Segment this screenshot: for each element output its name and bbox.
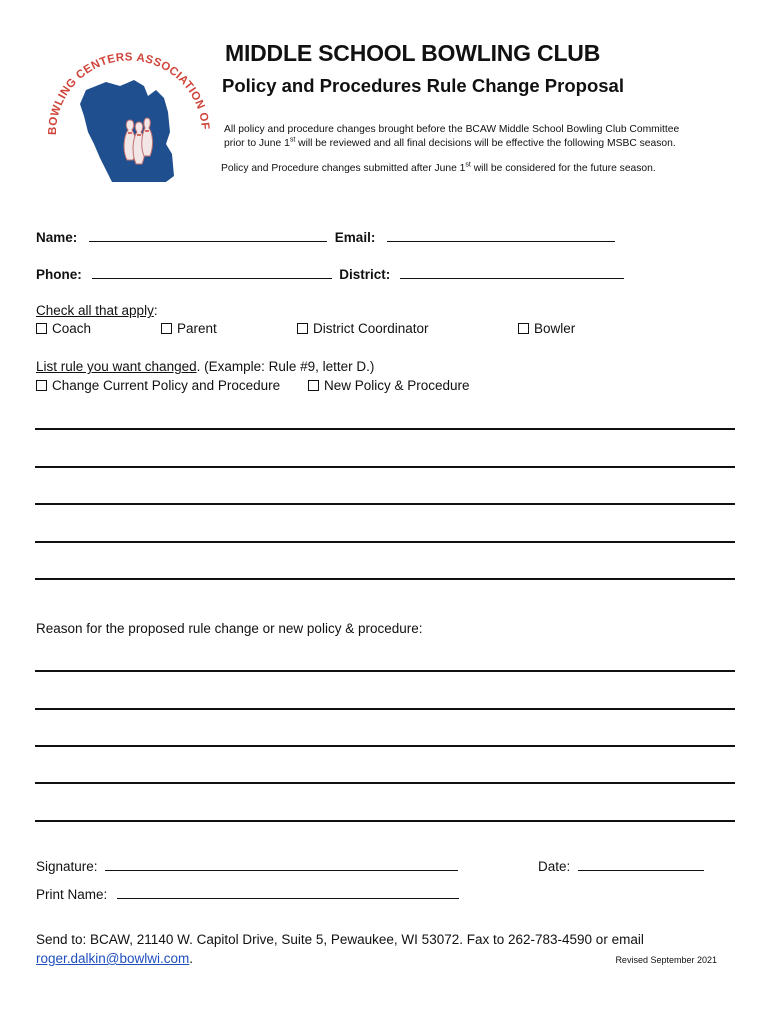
checkbox-icon[interactable] xyxy=(36,323,47,334)
district-label: District: xyxy=(339,267,391,282)
roles-prompt-suffix: : xyxy=(153,303,158,318)
intro-line-3-end: will be considered for the future season. xyxy=(470,163,656,174)
checkbox-icon[interactable] xyxy=(297,323,308,334)
checkbox-icon[interactable] xyxy=(518,323,529,334)
rule-change-prompt-suffix: . (Example: Rule #9, letter D.) xyxy=(196,359,375,374)
rule-line-1[interactable] xyxy=(35,428,735,430)
checkbox-icon[interactable] xyxy=(308,380,319,391)
roles-prompt-text: Check all that apply xyxy=(36,303,154,318)
email-label: Email: xyxy=(334,230,376,245)
date-label: Date: xyxy=(538,859,571,874)
role-parent[interactable] xyxy=(161,321,217,336)
reason-prompt: Reason for the proposed rule change or new policy & procedure: xyxy=(36,621,423,636)
option-change-current[interactable] xyxy=(36,378,280,393)
checkbox-icon[interactable] xyxy=(161,323,172,334)
print-name-row xyxy=(36,885,459,902)
role-parent-label: Parent xyxy=(177,321,217,336)
intro-line-3 xyxy=(221,163,656,174)
checkbox-icon[interactable] xyxy=(36,380,47,391)
signature-field[interactable] xyxy=(105,857,458,871)
name-label: Name: xyxy=(36,230,78,245)
phone-row xyxy=(36,265,624,282)
name-row xyxy=(36,228,615,245)
bcaw-logo xyxy=(44,40,214,188)
intro-line-2 xyxy=(224,138,676,149)
name-field[interactable] xyxy=(89,228,327,242)
signature-label: Signature: xyxy=(36,859,98,874)
role-bowler-label: Bowler xyxy=(534,321,576,336)
date-field[interactable] xyxy=(578,857,704,871)
rule-line-5[interactable] xyxy=(35,578,735,580)
date-row xyxy=(538,857,704,874)
reason-line-4[interactable] xyxy=(35,782,735,784)
logo-arc-text: BOWLING CENTERS ASSOCIATION OF xyxy=(46,51,211,136)
intro-line-3-superscript: st xyxy=(465,161,471,169)
email-field[interactable] xyxy=(387,228,615,242)
contact-email-link[interactable]: roger.dalkin@bowlwi.com xyxy=(36,951,190,966)
phone-field[interactable] xyxy=(92,265,332,279)
reason-line-1[interactable] xyxy=(35,670,735,672)
contact-email-suffix: . xyxy=(189,951,194,966)
send-to-text: Send to: BCAW, 21140 W. Capitol Drive, Suite 5, Pewaukee, WI 53072. Fax to 262-783-4590 or email xyxy=(36,932,644,947)
print-name-field[interactable] xyxy=(117,885,459,899)
email-row xyxy=(36,951,193,966)
signature-row xyxy=(36,857,458,874)
intro-line-2-start: prior to June 1 xyxy=(224,138,290,149)
rule-change-prompt-text: List rule you want changed xyxy=(36,359,197,374)
rule-change-prompt xyxy=(36,359,374,374)
intro-line-1: All policy and procedure changes brought before the BCAW Middle School Bowling Club Committee xyxy=(224,124,680,135)
phone-label: Phone: xyxy=(36,267,82,282)
rule-line-4[interactable] xyxy=(35,541,735,543)
role-district-coordinator-label: District Coordinator xyxy=(313,321,429,336)
page-title: MIDDLE SCHOOL BOWLING CLUB xyxy=(225,40,601,66)
role-district-coordinator[interactable] xyxy=(297,321,429,336)
revised-date: Revised September 2021 xyxy=(615,955,717,965)
wisconsin-bowling-logo-icon xyxy=(44,40,214,188)
roles-prompt xyxy=(36,303,158,318)
role-bowler[interactable] xyxy=(518,321,575,336)
rule-line-3[interactable] xyxy=(35,503,735,505)
role-coach[interactable] xyxy=(36,321,91,336)
option-new-policy[interactable] xyxy=(308,378,470,393)
reason-line-2[interactable] xyxy=(35,708,735,710)
role-coach-label: Coach xyxy=(52,321,92,336)
print-name-label: Print Name: xyxy=(36,887,108,902)
option-new-policy-label: New Policy & Procedure xyxy=(324,378,470,393)
option-change-current-label: Change Current Policy and Procedure xyxy=(52,378,281,393)
reason-line-3[interactable] xyxy=(35,745,735,747)
page-subtitle: Policy and Procedures Rule Change Proposal xyxy=(222,75,624,96)
rule-line-2[interactable] xyxy=(35,466,735,468)
intro-line-2-superscript: st xyxy=(289,136,296,144)
district-field[interactable] xyxy=(400,265,624,279)
reason-line-5[interactable] xyxy=(35,820,735,822)
intro-line-3-start: Policy and Procedure changes submitted after June 1 xyxy=(221,163,466,174)
intro-line-2-end: will be reviewed and all final decisions will be effective the following MSBC season. xyxy=(295,138,676,149)
